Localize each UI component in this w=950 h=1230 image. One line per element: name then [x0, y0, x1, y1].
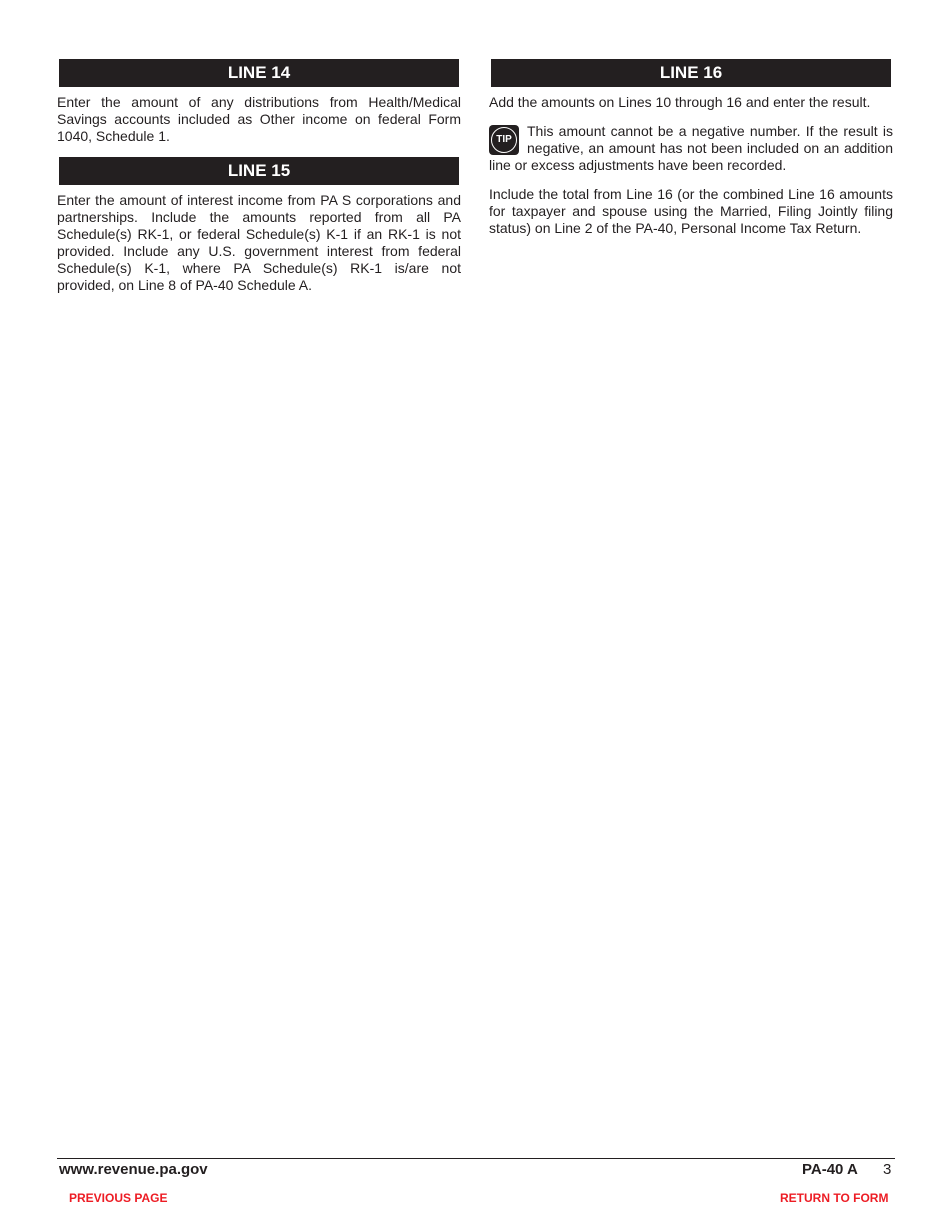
- footer-divider: [57, 1158, 895, 1159]
- line-15-header: LINE 15: [59, 157, 459, 185]
- line-15-text: Enter the amount of interest income from PA S corporations and partnerships. Include the amounts reported from all PA Schedule(s) RK-1, or federal Schedule(s) K-1 if an RK-1 is not provided. Include any U.S. government interest from federal Schedule(s) K-1, where PA Schedule(s) RK-1 is/are not provided, on Line 8 of PA-40 Schedule A.: [57, 192, 461, 293]
- line-14-header: LINE 14: [59, 59, 459, 87]
- line-16-text: Add the amounts on Lines 10 through 16 and enter the result.: [489, 94, 871, 110]
- return-to-form-link[interactable]: RETURN TO FORM: [780, 1191, 889, 1205]
- line-16-header: LINE 16: [491, 59, 891, 87]
- right-column: [489, 59, 893, 249]
- footer-page-number: 3: [883, 1161, 892, 1178]
- tip-icon: [489, 125, 519, 155]
- tip-block: [489, 123, 893, 174]
- tip-icon-label: TIP: [491, 127, 517, 153]
- left-column: [57, 59, 461, 306]
- footer-form-name: PA-40 A: [802, 1161, 858, 1178]
- line-16-text-2: Include the total from Line 16 (or the combined Line 16 amounts for taxpayer and spouse using the Married, Filing Jointly filing status) on Line 2 of the PA-40, Personal Income Tax Return.: [489, 186, 893, 236]
- line-14-text: Enter the amount of any distributions from Health/Medical Savings accounts included as Other income on federal Form 1040, Schedule 1.: [57, 94, 461, 144]
- previous-page-link[interactable]: PREVIOUS PAGE: [69, 1191, 168, 1205]
- footer-website: www.revenue.pa.gov: [59, 1161, 208, 1178]
- tip-text: This amount cannot be a negative number. If the result is negative, an amount has not been included on an addition line or excess adjustments have been recorded.: [489, 123, 893, 173]
